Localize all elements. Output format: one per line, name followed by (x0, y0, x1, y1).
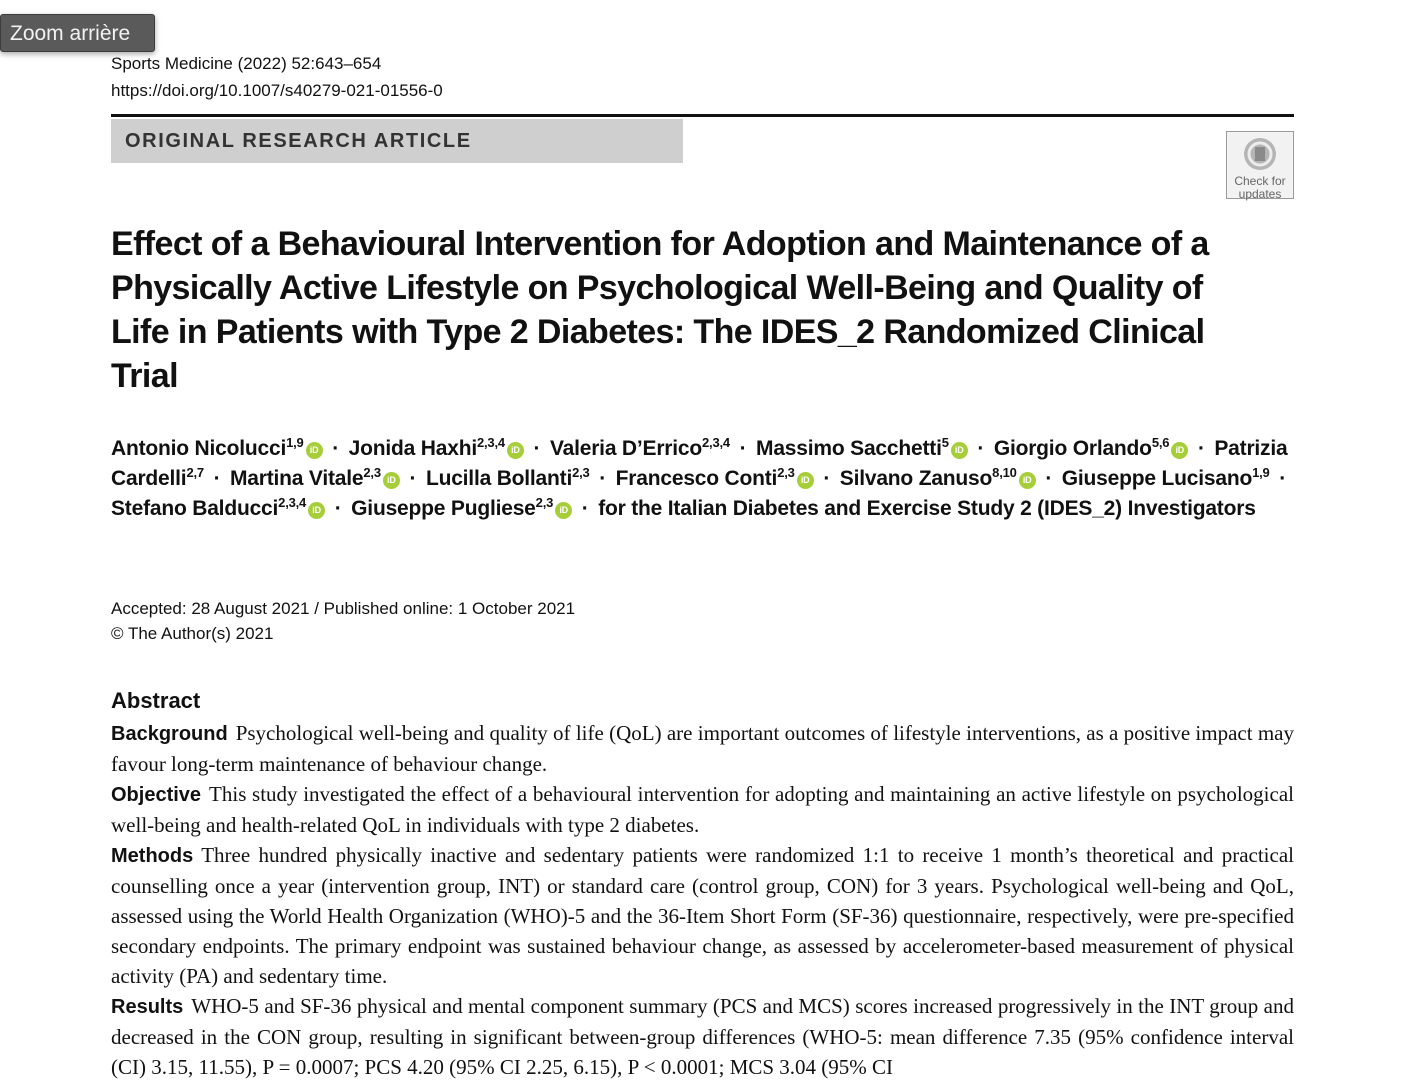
author-name: Lucilla Bollanti (425, 467, 573, 490)
author-separator: · (533, 437, 541, 460)
abstract-text: This study investigated the effect of a behavioural intervention for adopting and maintaining an active lifestyle on psychological well-being and health-related QoL in individuals with type 2 diabetes. (111, 782, 1294, 837)
abstract-body (111, 718, 1294, 1082)
doi-link[interactable]: https://doi.org/10.1007/s40279-021-01556-0 (111, 81, 443, 100)
author-separator: · (599, 467, 607, 490)
author-affiliation: 5,6 (1151, 435, 1170, 450)
journal-citation: Sports Medicine (2022) 52:643–654 (111, 54, 382, 73)
abstract-label: Methods (111, 845, 194, 867)
author-affiliation: 2,3 (535, 495, 554, 510)
header-rule (111, 114, 1294, 117)
author-separator: · (409, 467, 417, 490)
author[interactable] (840, 467, 1036, 490)
check-updates-line1: Check for (1234, 174, 1286, 188)
orcid-icon[interactable]: iD (306, 442, 323, 459)
orcid-icon[interactable]: iD (797, 472, 814, 489)
author[interactable] (426, 467, 590, 490)
author-separator: · (213, 467, 221, 490)
journal-header (111, 50, 443, 104)
orcid-icon[interactable]: iD (383, 472, 400, 489)
orcid-icon[interactable]: iD (507, 442, 524, 459)
author[interactable] (616, 467, 814, 490)
author[interactable] (349, 437, 524, 460)
author-separator: · (1045, 467, 1053, 490)
author-affiliation: 2,3 (777, 465, 795, 480)
article-title: Effect of a Behavioural Intervention for Adoption and Maintenance of a Physically Active Lifestyle on Psychological Well-Being and Quality of Life in Patients with Type 2 Diabetes: The IDES_2 Randomized Clinical Trial (111, 225, 1209, 395)
author-affiliation: 2,3,4 (278, 495, 307, 510)
author-separator: · (1197, 437, 1205, 460)
author-name: Massimo Sacchetti (756, 437, 942, 460)
author[interactable] (550, 437, 730, 460)
author-name: Antonio Nicolucci (111, 437, 287, 460)
accepted-published-line: Accepted: 28 August 2021 / Published online: 1 October 2021 (111, 599, 576, 618)
author[interactable] (756, 437, 968, 460)
author-separator: · (1279, 467, 1286, 490)
author-separator: · (823, 467, 831, 490)
author-name: Martina Vitale (230, 467, 364, 490)
author-name: Jonida Haxhi (348, 437, 477, 460)
author[interactable] (230, 467, 400, 490)
author-affiliation: 1,9 (1252, 465, 1270, 480)
author-name: Stefano Balducci (111, 497, 279, 520)
orcid-icon[interactable]: iD (951, 442, 968, 459)
author-separator: · (739, 437, 747, 460)
author[interactable] (111, 497, 325, 520)
author-name: Patrizia Cardelli (111, 437, 1288, 490)
abstract-text: WHO-5 and SF-36 physical and mental component summary (PCS and MCS) scores increased progressively in the INT group and decreased in the CON group, resulting in significant between-group differences (WHO-5: mean difference 7.35 (95% confidence interval (CI) 3.15, 11.55), P = 0.0007; PCS 4.20 (95% CI 2.25, 6.15), P < 0.0001; MCS 3.04 (95% CI (111, 994, 1294, 1079)
author-name: Silvano Zanuso (839, 467, 993, 490)
author-affiliation: 2,7 (186, 465, 204, 480)
orcid-icon[interactable]: iD (1171, 442, 1188, 459)
check-updates-icon (1242, 136, 1278, 172)
author-separator: · (332, 437, 340, 460)
publication-dates (111, 596, 575, 646)
author-name: Giuseppe Lucisano (1061, 467, 1253, 490)
author-affiliation: 5 (941, 435, 949, 450)
abstract-background (111, 718, 1294, 779)
check-for-updates-badge[interactable] (1226, 131, 1294, 199)
author[interactable] (1062, 467, 1270, 490)
author-separator: · (581, 497, 589, 520)
abstract-label: Results (111, 996, 184, 1018)
author-affiliation: 8,10 (992, 465, 1017, 480)
orcid-icon[interactable]: iD (555, 502, 572, 519)
author-separator: · (977, 437, 985, 460)
abstract-methods (111, 840, 1294, 991)
abstract-text: Three hundred physically inactive and sedentary patients were randomized 1:1 to receive 1 month’s theoretical and practical counselling once a year (intervention group, INT) or standard care (control group, CON) for 3 years. Psychological well-being and QoL, assessed using the World Health Organization (WHO)-5 and the 36-Item Short Form (SF-36) questionnaire, respectively, were pre-specified secondary endpoints. The primary endpoint was sustained behaviour change, as assessed by accelerometer-based measurement of physical activity (PA) and sedentary time. (111, 843, 1294, 988)
author[interactable] (351, 497, 572, 520)
author-name: Giuseppe Pugliese (351, 497, 536, 520)
author-affiliation: 2,3,4 (702, 435, 730, 450)
orcid-icon[interactable]: iD (1019, 472, 1036, 489)
abstract-results (111, 991, 1294, 1082)
abstract-objective (111, 779, 1294, 840)
author-affiliation: 2,3,4 (476, 435, 505, 450)
abstract-label: Objective (111, 784, 202, 806)
abstract-heading: Abstract (111, 688, 201, 713)
zoom-out-tooltip: Zoom arrière (0, 14, 155, 52)
author[interactable] (598, 497, 1255, 520)
orcid-icon[interactable]: iD (308, 502, 325, 519)
author[interactable] (111, 437, 323, 460)
abstract-text: Psychological well-being and quality of life (QoL) are important outcomes of lifestyle interventions, as a positive impact may favour long-term maintenance of behaviour change. (111, 721, 1294, 776)
author-name: Francesco Conti (615, 467, 778, 490)
author-separator: · (334, 497, 342, 520)
author-affiliation: 2,3 (572, 465, 590, 480)
abstract-label: Background (111, 723, 228, 745)
author-affiliation: 1,9 (286, 435, 304, 450)
author-name: Giorgio Orlando (993, 437, 1152, 460)
copyright-line: © The Author(s) 2021 (111, 624, 274, 643)
author-affiliation: 2,3 (363, 465, 381, 480)
article-type-banner: ORIGINAL RESEARCH ARTICLE (111, 119, 683, 163)
check-updates-line2: updates (1238, 187, 1282, 201)
author-name: for the Italian Diabetes and Exercise Study 2 (IDES_2) Investigators (598, 497, 1256, 520)
author[interactable] (994, 437, 1188, 460)
author-name: Valeria D’Errico (549, 437, 703, 460)
author-list (111, 434, 1297, 524)
